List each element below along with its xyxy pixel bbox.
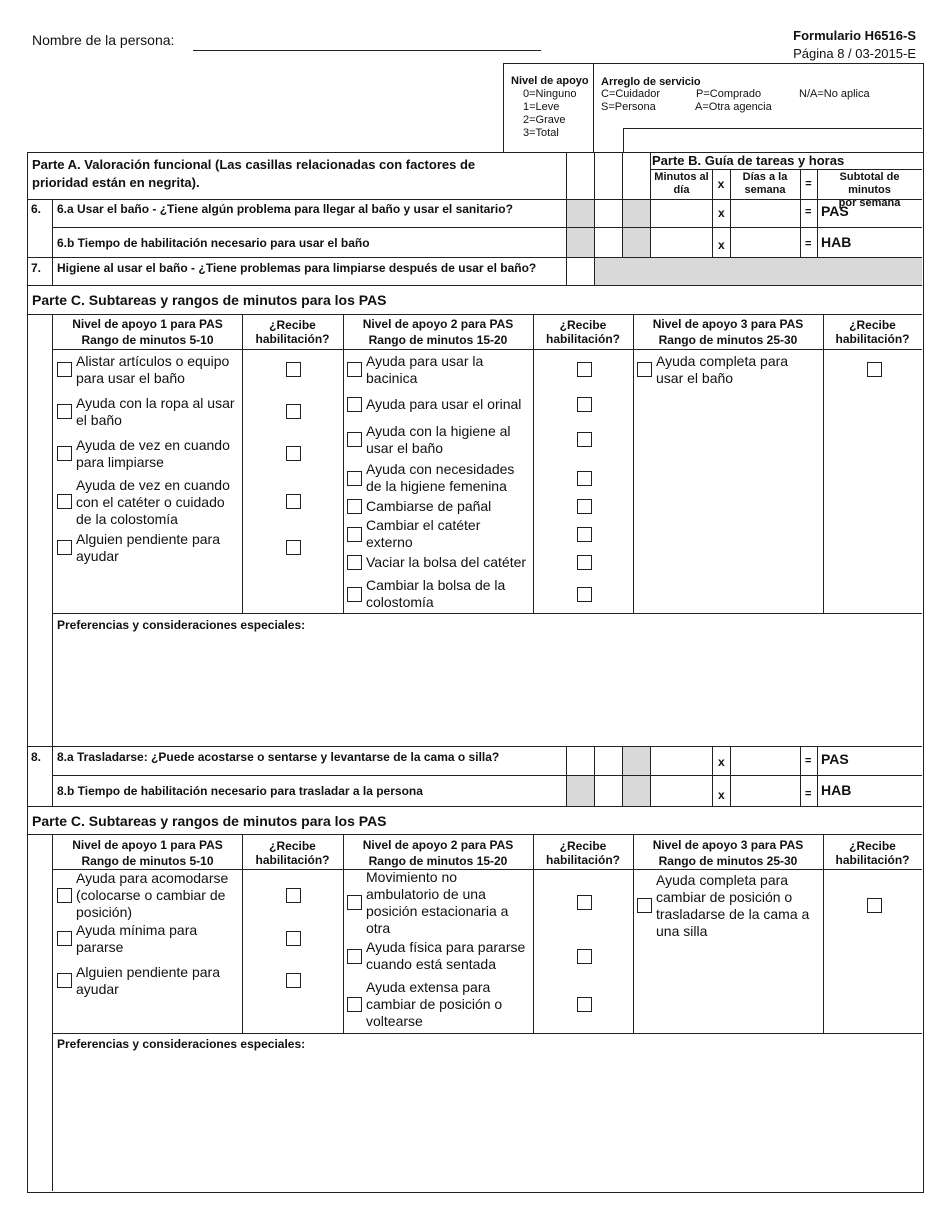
s2-l1-hab-checkbox-3[interactable] xyxy=(286,973,301,988)
s2-lvl1-header: Nivel de apoyo 1 para PAS Rango de minutos 5-10 xyxy=(72,838,223,868)
s2-l2-hab-checkbox-2[interactable] xyxy=(577,949,592,964)
s1-lvl2-header: Nivel de apoyo 2 para PAS Rango de minutos 15-20 xyxy=(362,317,514,347)
item-8a-pas: PAS xyxy=(821,751,849,767)
s1-l2-checkbox-4[interactable] xyxy=(347,471,362,486)
arrangement-c: C=Cuidador xyxy=(601,88,661,100)
item-6a-x: x xyxy=(718,206,725,220)
col-eq-header: = xyxy=(805,178,812,190)
support-level-3: 3=Total xyxy=(523,127,559,139)
s1-l2-hab-checkbox-1[interactable] xyxy=(577,362,592,377)
arrangement-p: P=Comprado xyxy=(696,88,762,100)
s1-l2-checkbox-1[interactable] xyxy=(347,362,362,377)
item-6b-hab: HAB xyxy=(821,234,852,250)
s2-lvl3-header: Nivel de apoyo 3 para PAS Rango de minutos 25-30 xyxy=(652,838,804,868)
item-8-number: 8. xyxy=(31,750,42,764)
s1-l2-checkbox-6[interactable] xyxy=(347,527,362,542)
item-7-question: Higiene al usar el baño - ¿Tiene problemas para limpiarse después de usar el baño? xyxy=(57,261,537,275)
s1-l1-option-2: Ayuda con la ropa al usar el baño xyxy=(76,395,235,428)
s2-l2-option-1: Movimiento no ambulatorio de una posición estacionaria a otra xyxy=(366,869,509,936)
s1-l1-hab-checkbox-5[interactable] xyxy=(286,540,301,555)
s2-l1-hab-checkbox-2[interactable] xyxy=(286,931,301,946)
s2-lvl2-header: Nivel de apoyo 2 para PAS Rango de minutos 15-20 xyxy=(362,838,514,868)
s2-recibe-3-header: ¿Recibe habilitación? xyxy=(835,839,910,867)
s1-l1-checkbox-5[interactable] xyxy=(57,540,72,555)
s1-l2-option-8: Cambiar la bolsa de la colostomía xyxy=(366,577,506,610)
s2-l1-checkbox-1[interactable] xyxy=(57,888,72,903)
item-8b-question: 8.b Tiempo de habilitación necesario para trasladar a la persona xyxy=(57,784,423,798)
s2-l3-option-1: Ayuda completa para cambiar de posición o trasladarse de la cama a una silla xyxy=(656,872,810,939)
item-8a-eq: = xyxy=(805,755,812,767)
s2-l2-checkbox-1[interactable] xyxy=(347,895,362,910)
item-8b-eq: = xyxy=(805,788,812,800)
s2-l2-option-2: Ayuda física para pararse cuando está sentada xyxy=(366,939,526,972)
s2-l2-option-3: Ayuda extensa para cambiar de posición o voltearse xyxy=(366,979,503,1029)
s1-l2-option-5: Cambiarse de pañal xyxy=(366,498,492,514)
support-level-1: 1=Leve xyxy=(523,101,560,113)
s1-l1-hab-checkbox-4[interactable] xyxy=(286,494,301,509)
item-6-number: 6. xyxy=(31,202,42,216)
s1-l1-hab-checkbox-2[interactable] xyxy=(286,404,301,419)
s1-l2-hab-checkbox-6[interactable] xyxy=(577,527,592,542)
part-b-title: Parte B. Guía de tareas y horas xyxy=(652,153,845,168)
s2-l1-option-2: Ayuda mínima para pararse xyxy=(76,922,198,955)
form-id: Formulario H6516-S xyxy=(793,28,916,43)
s1-l3-hab-checkbox-1[interactable] xyxy=(867,362,882,377)
s1-l1-option-3: Ayuda de vez en cuando para limpiarse xyxy=(76,437,230,470)
s2-preferences-label: Preferencias y consideraciones especiales: xyxy=(57,1037,306,1051)
s1-lvl1-header: Nivel de apoyo 1 para PAS Rango de minutos 5-10 xyxy=(72,317,223,347)
s1-l2-hab-checkbox-2[interactable] xyxy=(577,397,592,412)
s1-recibe-2-header: ¿Recibe habilitación? xyxy=(545,318,620,346)
s1-lvl3-header: Nivel de apoyo 3 para PAS Rango de minutos 25-30 xyxy=(652,317,804,347)
s2-preferences-field[interactable] xyxy=(53,1054,921,1190)
s1-l1-option-5: Alguien pendiente para ayudar xyxy=(76,531,221,564)
s2-l1-checkbox-3[interactable] xyxy=(57,973,72,988)
part-a-title-1: Parte A. Valoración funcional (Las casillas relacionadas con factores de xyxy=(32,157,476,172)
arrangement-a: A=Otra agencia xyxy=(695,101,772,113)
s1-l1-option-1: Alistar artículos o equipo para usar el baño xyxy=(76,353,230,386)
col-subtotal-header: Subtotal de minutos por semana xyxy=(838,171,901,209)
s1-l2-option-4: Ayuda con necesidades de la higiene femenina xyxy=(366,461,515,494)
s1-l1-option-4: Ayuda de vez en cuando con el catéter o cuidado de la colostomía xyxy=(76,477,230,527)
s2-l3-checkbox-1[interactable] xyxy=(637,898,652,913)
arrangement-title: Arreglo de servicio xyxy=(601,76,701,88)
item-6b-eq: = xyxy=(805,238,812,250)
s1-l2-option-7: Vaciar la bolsa del catéter xyxy=(366,554,527,570)
s1-l3-checkbox-1[interactable] xyxy=(637,362,652,377)
s2-l3-hab-checkbox-1[interactable] xyxy=(867,898,882,913)
s2-l2-hab-checkbox-1[interactable] xyxy=(577,895,592,910)
s1-l2-checkbox-8[interactable] xyxy=(347,587,362,602)
s1-l1-checkbox-4[interactable] xyxy=(57,494,72,509)
part-c-title-1: Parte C. Subtareas y rangos de minutos para los PAS xyxy=(32,292,387,308)
s1-l1-hab-checkbox-1[interactable] xyxy=(286,362,301,377)
s1-l1-checkbox-3[interactable] xyxy=(57,446,72,461)
s1-l2-hab-checkbox-7[interactable] xyxy=(577,555,592,570)
s1-l2-checkbox-3[interactable] xyxy=(347,432,362,447)
s1-preferences-label: Preferencias y consideraciones especiales: xyxy=(57,618,306,632)
item-6a-pas: PAS xyxy=(821,203,849,219)
s1-l2-option-2: Ayuda para usar el orinal xyxy=(366,396,522,412)
item-8b-hab: HAB xyxy=(821,782,852,798)
col-days-header: Días a la semana xyxy=(742,171,788,196)
part-c-title-2: Parte C. Subtareas y rangos de minutos para los PAS xyxy=(32,813,387,829)
s1-l2-hab-checkbox-8[interactable] xyxy=(577,587,592,602)
s1-l2-hab-checkbox-4[interactable] xyxy=(577,471,592,486)
s2-l1-hab-checkbox-1[interactable] xyxy=(286,888,301,903)
support-level-0: 0=Ninguno xyxy=(523,88,577,100)
support-level-2: 2=Grave xyxy=(523,114,566,126)
s1-recibe-3-header: ¿Recibe habilitación? xyxy=(835,318,910,346)
s2-recibe-1-header: ¿Recibe habilitación? xyxy=(255,839,330,867)
s1-l2-checkbox-7[interactable] xyxy=(347,555,362,570)
name-field-line[interactable] xyxy=(193,50,541,51)
arrangement-na: N/A=No aplica xyxy=(799,88,870,100)
s2-l2-checkbox-3[interactable] xyxy=(347,997,362,1012)
item-8a-question: 8.a Trasladarse: ¿Puede acostarse o sentarse y levantarse de la cama o silla? xyxy=(57,750,500,764)
s2-l2-hab-checkbox-3[interactable] xyxy=(577,997,592,1012)
s1-l1-checkbox-1[interactable] xyxy=(57,362,72,377)
part-a-title-2: prioridad están en negrita). xyxy=(32,175,200,190)
s2-l1-option-1: Ayuda para acomodarse (colocarse o cambiar de posición) xyxy=(76,870,229,920)
item-6b-question: 6.b Tiempo de habilitación necesario para usar el baño xyxy=(57,236,370,250)
item-6b-x: x xyxy=(718,238,725,252)
s1-recibe-1-header: ¿Recibe habilitación? xyxy=(255,318,330,346)
s1-l2-checkbox-5[interactable] xyxy=(347,499,362,514)
item-8b-x: x xyxy=(718,788,725,802)
arrangement-s: S=Persona xyxy=(601,101,656,113)
s1-l1-hab-checkbox-3[interactable] xyxy=(286,446,301,461)
s2-l1-checkbox-2[interactable] xyxy=(57,931,72,946)
s2-l1-option-3: Alguien pendiente para ayudar xyxy=(76,964,221,997)
page-info: Página 8 / 03-2015-E xyxy=(793,46,916,61)
item-8a-x: x xyxy=(718,755,725,769)
s1-l2-hab-checkbox-5[interactable] xyxy=(577,499,592,514)
col-x-header: x xyxy=(717,177,725,191)
s2-l2-checkbox-2[interactable] xyxy=(347,949,362,964)
s1-preferences-field[interactable] xyxy=(53,634,921,745)
s2-recibe-2-header: ¿Recibe habilitación? xyxy=(545,839,620,867)
name-label: Nombre de la persona: xyxy=(32,32,175,48)
s1-l2-checkbox-2[interactable] xyxy=(347,397,362,412)
s1-l2-hab-checkbox-3[interactable] xyxy=(577,432,592,447)
s1-l2-option-6: Cambiar el catéter externo xyxy=(366,517,481,550)
item-6a-question: 6.a Usar el baño - ¿Tiene algún problema para llegar al baño y usar el sanitario? xyxy=(57,202,513,216)
col-minutes-header: Minutos al día xyxy=(654,171,709,196)
item-7-number: 7. xyxy=(31,261,42,275)
s1-l2-option-1: Ayuda para usar la bacinica xyxy=(366,353,484,386)
s1-l2-option-3: Ayuda con la higiene al usar el baño xyxy=(366,423,511,456)
s1-l1-checkbox-2[interactable] xyxy=(57,404,72,419)
support-level-title: Nivel de apoyo xyxy=(511,75,589,87)
s1-l3-option-1: Ayuda completa para usar el baño xyxy=(656,353,789,386)
item-6a-eq: = xyxy=(805,206,812,218)
